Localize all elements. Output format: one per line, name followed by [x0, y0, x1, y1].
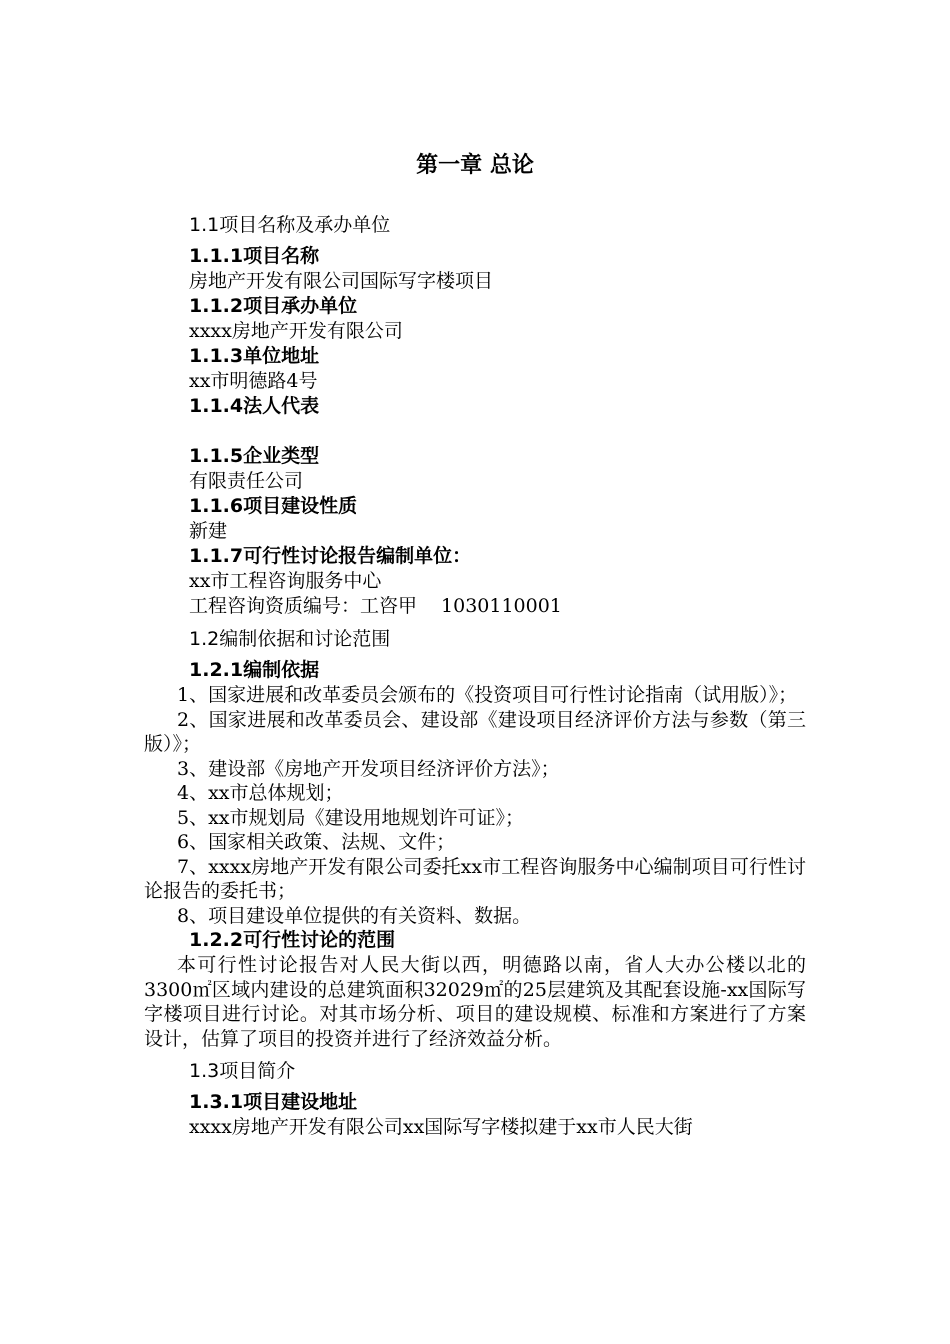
heading-1-1-6: 1.1.6项目建设性质 [189, 495, 358, 517]
heading-1-1-2: 1.1.2项目承办单位 [189, 295, 358, 317]
qualification-label: 工程咨询资质编号：工咨甲 [189, 595, 418, 617]
basis-item: 7、xxxx房地产开发有限公司委托xx市工程咨询服务中心编制项目可行性讨论报告的委托书； [144, 855, 806, 902]
construction-nature: 新建 [189, 520, 228, 542]
heading-1-1-3: 1.1.3单位地址 [189, 345, 320, 367]
enterprise-type: 有限责任公司 [189, 470, 304, 492]
basis-item: 1、国家进展和改革委员会颁布的《投资项目可行性讨论指南（试用版）》； [177, 684, 798, 706]
qualification-line [144, 594, 806, 619]
legal-representative [144, 419, 806, 444]
heading-1-3-1: 1.3.1项目建设地址 [189, 1091, 358, 1113]
heading-1-1-7: 1.1.7可行性讨论报告编制单位： [189, 545, 472, 567]
project-organizer: xxxx房地产开发有限公司 [189, 320, 403, 342]
chapter-title: 第一章 总论 [416, 153, 534, 178]
project-name: 房地产开发有限公司国际写字楼项目 [189, 270, 494, 292]
qualification-number: 1030110001 [441, 595, 562, 617]
heading-1-1-5: 1.1.5企业类型 [189, 445, 320, 467]
document-body [144, 205, 806, 1140]
report-compiler: xx市工程咨询服务中心 [189, 570, 382, 592]
section-heading-1-2: 1.2编制依据和讨论范围 [189, 628, 391, 650]
scope-paragraph: 本可行性讨论报告对人民大街以西，明德路以南，省人大办公楼以北的3300㎡区域内建设的总建筑面积32029㎡的25层建筑及其配套设施-xx国际写字楼项目进行讨论。对其市场分析、项目的建设规模、标准和方案进行了方案设计，估算了项目的投资并进行了经济效益分析。 [144, 954, 806, 1050]
organizer-address: xx市明德路4号 [189, 370, 318, 392]
section-heading-1-3: 1.3项目简介 [189, 1060, 296, 1082]
basis-item: 8、项目建设单位提供的有关资料、数据。 [177, 904, 532, 927]
site-paragraph: xxxx房地产开发有限公司xx国际写字楼拟建于xx市人民大街 [189, 1116, 693, 1138]
basis-item: 5、xx市规划局《建设用地规划许可证》； [177, 806, 525, 829]
section-heading-1-1: 1.1项目名称及承办单位 [189, 214, 391, 236]
heading-1-1-1: 1.1.1项目名称 [189, 245, 320, 267]
heading-1-2-2: 1.2.2可行性讨论的范围 [189, 929, 396, 951]
heading-1-1-4: 1.1.4法人代表 [189, 395, 320, 417]
basis-item: 4、xx市总体规划； [177, 782, 344, 804]
heading-1-2-1: 1.2.1编制依据 [189, 659, 320, 681]
basis-item: 6、国家相关政策、法规、文件； [177, 831, 456, 853]
basis-item: 2、国家进展和改革委员会、建设部《建设项目经济评价方法与参数（第三版）》； [144, 708, 806, 755]
basis-item: 3、建设部《房地产开发项目经济评价方法》； [177, 757, 560, 780]
